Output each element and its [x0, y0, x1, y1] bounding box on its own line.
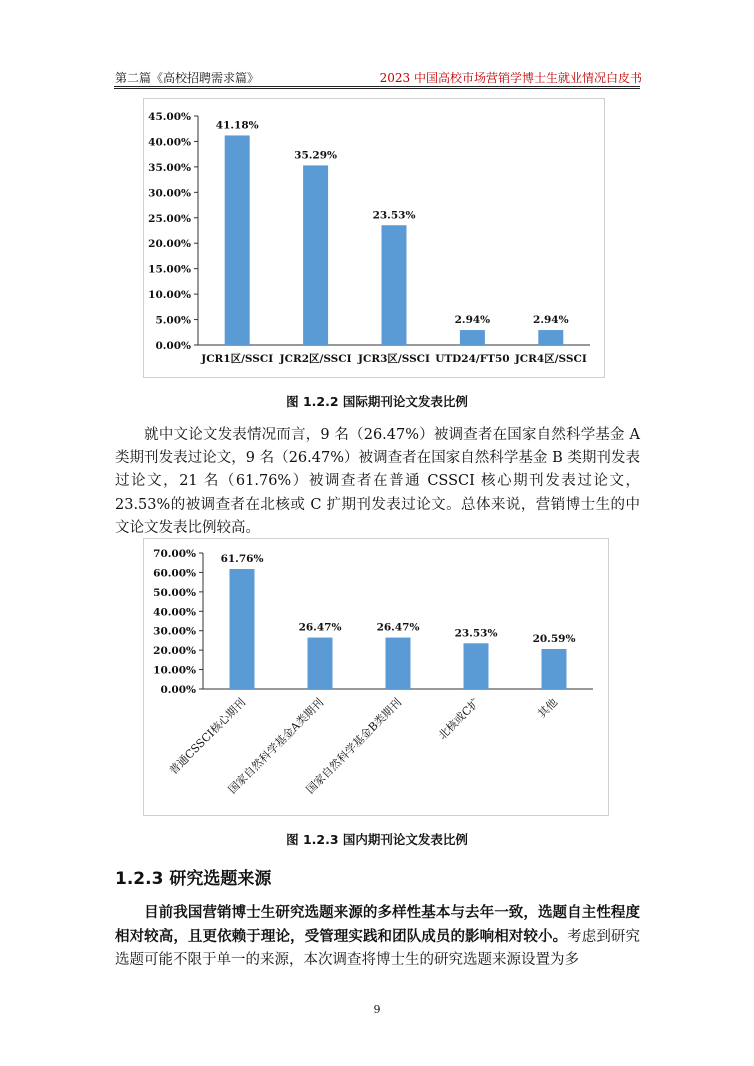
chart-domestic — [143, 538, 609, 816]
paragraph-chinese-papers — [115, 424, 640, 540]
data-label: 2.94% — [454, 314, 491, 327]
y-tick-label: 35.00% — [148, 161, 191, 174]
figure1-caption: 图 1.2.2 国际期刊论文发表比例 — [286, 394, 468, 409]
y-tick-label: 30.00% — [153, 625, 196, 638]
header-rule-secondary — [114, 88, 640, 89]
section-title: 1.2.3 研究选题来源 — [115, 869, 272, 889]
x-tick-label: 其他 — [535, 695, 561, 721]
x-tick-label: JCR2区/SSCI — [279, 353, 352, 365]
bar — [460, 330, 485, 345]
chart-international — [143, 98, 605, 378]
paragraph1-text: 就中文论文发表情况而言，9 名（26.47%）被调查者在国家自然科学基金 A 类期刊发表过论文，9 名（26.47%）被调查者在国家自然科学基金 B 类期刊发表过论文，21 名（61.76%）被调查者在普通 CSSCI 核心期刊发表过论文，23.53%的被调查者在北核或 C 扩期刊发表过论文。总体来说，营销博士生的中文论文发表比例较高。 — [115, 427, 640, 536]
paragraph-topic-source — [115, 901, 640, 973]
bar — [308, 638, 333, 689]
y-tick-label: 60.00% — [153, 567, 196, 580]
data-label: 26.47% — [376, 621, 420, 634]
y-tick-label: 20.00% — [148, 238, 191, 251]
page-number: 9 — [373, 1003, 381, 1016]
y-tick-label: 50.00% — [153, 586, 196, 599]
y-tick-label: 10.00% — [153, 664, 196, 677]
data-label: 2.94% — [533, 314, 569, 327]
y-tick-label: 10.00% — [148, 289, 191, 302]
y-tick-label: 45.00% — [148, 111, 191, 123]
x-tick-label: 国家自然科学基金B类期刊 — [303, 695, 405, 797]
y-tick-label: 40.00% — [148, 136, 191, 149]
x-tick-label: 北核或C扩 — [435, 695, 483, 743]
data-label: 23.53% — [454, 627, 498, 640]
bar — [230, 569, 255, 689]
x-tick-label: JCR1区/SSCI — [201, 353, 274, 365]
chart-domestic-svg — [144, 539, 608, 815]
x-tick-label: JCR4区/SSCI — [514, 353, 587, 365]
x-tick-label: 普通CSSCI核心期刊 — [166, 695, 249, 778]
y-tick-label: 25.00% — [148, 212, 191, 225]
x-tick-label: UTD24/FT50 — [435, 353, 510, 365]
figure2-caption: 图 1.2.3 国内期刊论文发表比例 — [286, 832, 468, 847]
x-tick-label: 国家自然科学基金A类期刊 — [225, 695, 327, 797]
y-tick-label: 30.00% — [148, 187, 191, 200]
bar — [542, 649, 567, 689]
data-label: 41.18% — [215, 119, 259, 132]
x-tick-label: JCR3区/SSCI — [358, 353, 430, 365]
y-tick-label: 20.00% — [153, 645, 196, 658]
bar — [225, 135, 250, 345]
data-label: 20.59% — [532, 632, 576, 645]
data-label: 26.47% — [298, 621, 342, 634]
data-label: 35.29% — [294, 149, 338, 162]
y-tick-label: 40.00% — [153, 606, 196, 619]
y-tick-label: 70.00% — [153, 548, 196, 560]
y-tick-label: 0.00% — [155, 340, 191, 352]
y-tick-label: 5.00% — [155, 314, 191, 327]
bar — [538, 330, 563, 345]
chart-international-svg — [144, 99, 604, 377]
data-label: 23.53% — [372, 209, 416, 222]
paragraph-bold-text: 目前我国营销博士生研究选题来源的多样性基本与去年一致，选题自主性程度相对较高，且更依赖于理论，受管理实践和团队成员的影响相对较小。 — [115, 904, 640, 946]
data-label: 61.76% — [220, 553, 264, 566]
y-tick-label: 15.00% — [148, 263, 191, 276]
bar — [386, 638, 411, 689]
bar — [464, 643, 489, 689]
paragraph-rest-text: 考虑到研究选题可能不限于单一的来源，本次调查将博士生的研究选题来源设置为多 — [115, 929, 640, 969]
bar — [382, 225, 407, 345]
bar — [303, 165, 328, 345]
y-tick-label: 0.00% — [160, 684, 196, 696]
header-left: 第二篇《高校招聘需求篇》 — [115, 71, 260, 85]
header-rule — [114, 86, 640, 87]
header-right: 2023 中国高校市场营销学博士生就业情况白皮书 — [379, 71, 642, 85]
